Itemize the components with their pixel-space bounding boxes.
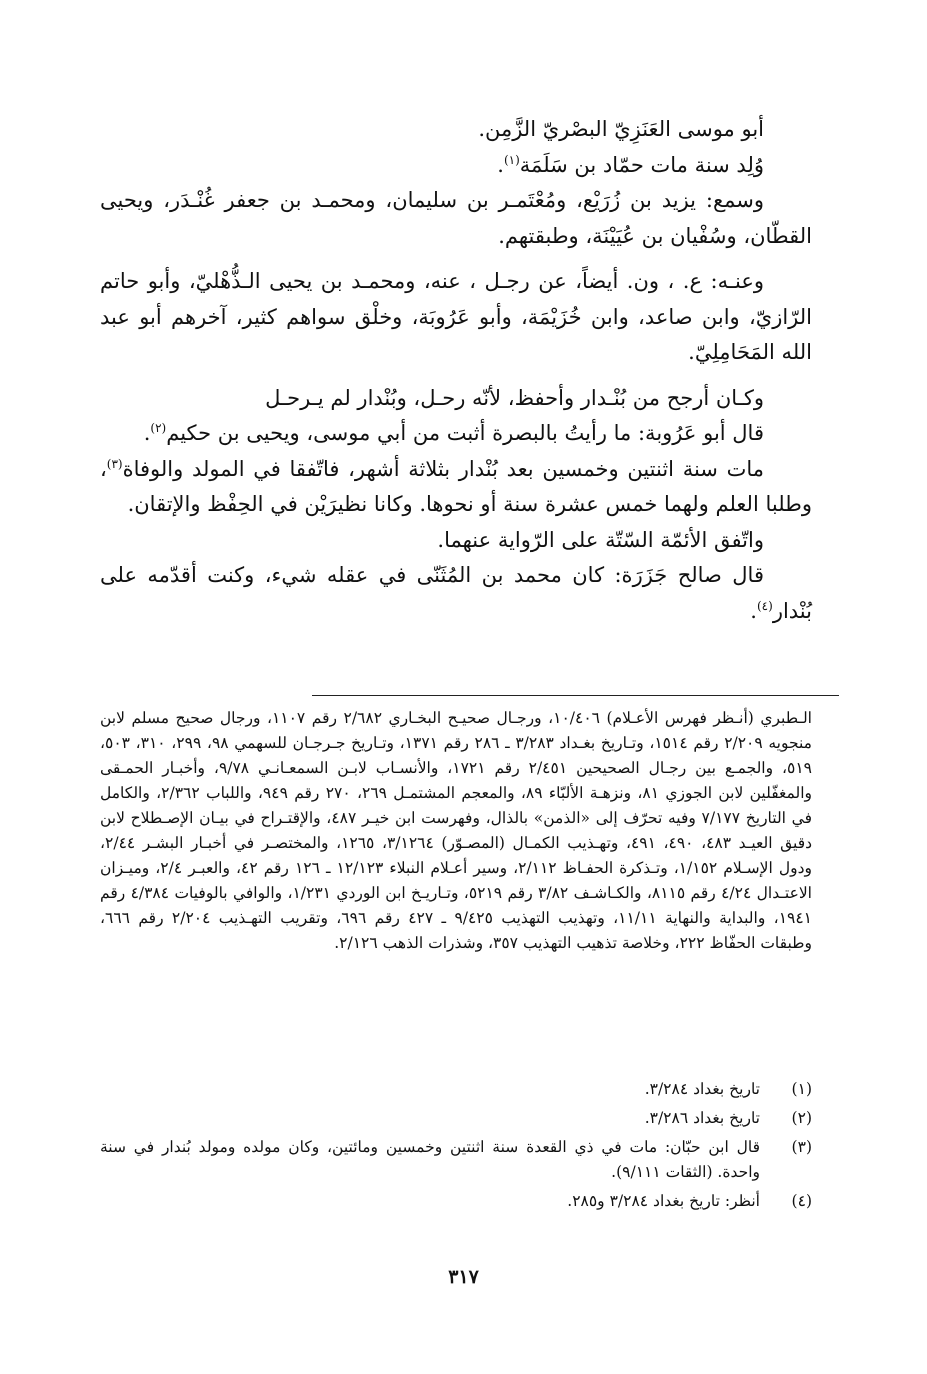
footnote-item bbox=[100, 1106, 812, 1131]
text: . bbox=[750, 598, 757, 623]
paragraph-2: وسمع: يزيد بن زُرَيْع، ومُعْتَمـر بن سليمان، ومحمـد بن جعفر غُنْـدَر، ويحيى القطّان، وسُفْيان بن عُيَيْنَة، وطبقتهم. bbox=[100, 188, 812, 248]
footnote-ref-1: (١) bbox=[503, 152, 520, 167]
text: وُلِد سنة مات حمّاد بن سَلَمَة bbox=[519, 152, 764, 177]
footnote-text: تاريخ بغداد ٣/٢٨٦. bbox=[644, 1109, 760, 1127]
footnotes-list bbox=[100, 1077, 812, 1218]
text: قال أبو عَرُوبة: ما رأيتُ بالبصرة أثبت من أبي موسى، ويحيى بن حكيم bbox=[166, 421, 764, 445]
footnote-text: أنظر: تاريخ بغداد ٣/٢٨٤ و٢٨٥. bbox=[567, 1192, 760, 1210]
footnote-number: (٣) bbox=[791, 1138, 812, 1156]
text: . bbox=[143, 421, 151, 445]
footnote-divider bbox=[312, 695, 839, 696]
footnote-text: تاريخ بغداد ٣/٢٨٤. bbox=[644, 1080, 760, 1098]
footnote-text: قال ابن حبّان: مات في ذي القعدة سنة اثنتين وخمسين ومائتين، وكان مولده ومولد بُندار في سنة واحدة. (الثقات ٩/١١١). bbox=[100, 1138, 760, 1181]
footnote-item bbox=[100, 1189, 812, 1214]
footnote-continuation bbox=[100, 706, 812, 956]
footnote-item bbox=[100, 1077, 812, 1102]
text: . bbox=[497, 152, 504, 177]
paragraph-1-line-2 bbox=[100, 148, 812, 184]
page-number: ٣١٧ bbox=[448, 1266, 479, 1288]
paragraph-6 bbox=[100, 452, 812, 523]
paragraph-8 bbox=[100, 558, 812, 629]
spacer bbox=[100, 371, 812, 381]
paragraph-5 bbox=[100, 416, 812, 452]
paragraph-1-line-1 bbox=[100, 112, 812, 148]
main-text bbox=[100, 112, 812, 629]
footnote-ref-2: (٢) bbox=[150, 421, 167, 435]
footnote-ref-3: (٣) bbox=[106, 456, 123, 471]
paragraph-7: واتّفق الأئمّة السّتّة على الرّواية عنهما. bbox=[437, 527, 764, 552]
text: قال صالح جَزَرَة: كان محمد بن المُثَنّى في عقله شيء، وكنت أقدّمه على بُنْدار bbox=[100, 563, 812, 623]
text: أبو موسى العَنَزِيّ البصْريّ الزَّمِن. bbox=[478, 117, 764, 141]
footnote-item bbox=[100, 1135, 812, 1185]
paragraph-4: وكـان أرجح من بُنْـدار وأحفظ، لأنّه رحـل، وبُنْدار لم يـرحـل bbox=[265, 385, 764, 410]
footnote-number: (١) bbox=[791, 1080, 812, 1098]
footnote-ref-4: (٤) bbox=[756, 598, 773, 613]
text: ، وطلبا العلم ولهما خمس عشرة سنة أو نحوها. وكانا نظيرَيْن في الحِفْظ والإتقان. bbox=[100, 456, 812, 516]
footnote-number: (٤) bbox=[791, 1192, 812, 1210]
paragraph-3: وعنـه: ع. ، ون. أيضاً، عن رجـل ، عنه، ومحمـد بن يحيى الـذُّهْليّ، وأبو حاتم الرّازيّ، وابن صاعد، وابن خُزَيْمَة، وأبو عَرُوبَة، وخلْق سواهم كثير، آخرهم أبو عبد الله المَحَامِلِيّ. bbox=[100, 269, 812, 364]
footnote-number: (٢) bbox=[791, 1109, 812, 1127]
text: مات سنة اثنتين وخمسين بعد بُنْدار بثلاثة أشهر، فاتّفقا في المولد والوفاة bbox=[122, 456, 764, 481]
spacer bbox=[100, 254, 812, 264]
continuation-text: الـطبري (أنـظر فهرس الأعـلام) ١٠/٤٠٦، ورجـال صحيـح البخـاري ٢/٦٨٢ رقم ١١٠٧، ورجال صحيح مسلم لابن منجويه ٢/٢٠٩ رقم ١٥١٤، وتـاريخ بغـداد ٣/٢٨٣ ـ ٢٨٦ رقم ١٣٧١، وتـاريخ جـرجـان للسهمي ٩٨، ٢٩٩، ٣١٠، ٥٠٣، ٥١٩، والجمـع بين رجـال الصحيحين ٢/٤٥١ رقم ١٧٢١، والأنسـاب لابـن السمعـانـي ٩/٧٨، وأخبـار الحمـقى والمغفّلين لابن الجوزي ٨١، ونزهـة الألبّاء ٨٩، والمعجم المشتمـل ٢٦٩، ٢٧٠ رقم ٩٤٩، واللباب ٢/٣٦٢، والكامل في التاريخ ٧/١٧٧ وفيه تحرّف إلى «الذمن» بالذال، وفهرست ابن خيـر ٤٨٧، والإقتـراح في بيـان الإصـطلاح لابن دقيق العيـد ٤٨٣، ٤٩٠، ٤٩١، وتهـذيب الكمـال (المصـوّر) ٣/١٢٦٤، ١٢٦٥، والمختصـر في أخبـار البشـر ٢/٤٤، ودول الإسـلام ١/١٥٢، وتـذكرة الحفـاظ ٢/١١٢، وسير أعـلام النبلاء ١٢/١٢٣ ـ ١٢٦ رقم ٤٢، والعبـر ٢/٤، وميـزان الاعتـدال ٤/٢٤ رقم ٨١١٥، والكـاشـف ٣/٨٢ رقم ٥٢١٩، وتـاريـخ ابن الوردي ١/٢٣١، والوافي بالوفيات ٤/٣٨٤ رقم ١٩٤١، والبداية والنهاية ١١/١١، وتهذيب التهذيب ٩/٤٢٥ ـ ٤٢٧ رقم ٦٩٦، وتقريب التهـذيب ٢/٢٠٤ رقم ٦٦٦، وطبقات الحفّاظ ٢٢٢، وخلاصة تذهيب التهذيب ٣٥٧، وشذرات الذهب ٢/١٢٦. bbox=[100, 709, 813, 952]
